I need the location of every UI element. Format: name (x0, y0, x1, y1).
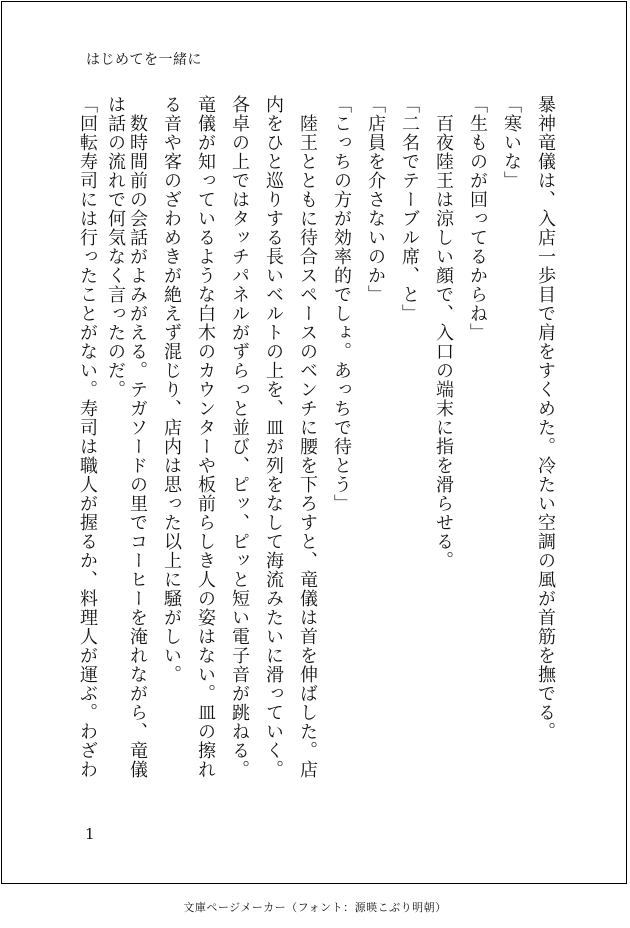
running-header: はじめてを一緒に (86, 52, 202, 68)
text-line: 「こっちの方が効率的でしょ。あっちで待とう」 (331, 95, 352, 513)
text-line: 各卓の上ではタッチパネルがずらっと並び、ピッ、ピッと短い電子音が跳ねる。 (229, 95, 250, 779)
text-line: 内をひと巡りする長いベルトの上を、皿が列をなして海流みたいに滑っていく。 (263, 95, 284, 779)
text-line: 数時間前の会話がよみがえる。テガソードの里でコーヒーを淹れながら、竜儀 (127, 95, 148, 779)
footer-credit: 文庫ページメーカー（フォント：源暎こぶり明朝） (183, 901, 447, 914)
text-line: 「店員を介さないのか」 (365, 95, 386, 304)
text-line: る音や客のざわめきが絶えず混じり、店内は思った以上に騒がしい。 (161, 95, 182, 684)
text-line: 陸王とともに待合スペースのベンチに腰を下ろすと、竜儀は首を伸ばした。店 (297, 95, 318, 779)
text-line: 「寒いな」 (501, 95, 522, 190)
text-line: 「生ものが回ってるからね」 (467, 95, 488, 342)
text-line: 「二名でテーブル席、と」 (399, 95, 420, 323)
text-line: 「回転寿司には行ったことがない。寿司は職人が握るか、料理人が運ぶ。わざわ (77, 95, 98, 779)
text-line: 竜儀が知っているような白木のカウンターや板前らしき人の姿はない。皿の擦れ (195, 95, 216, 779)
page-number: 1 (85, 825, 95, 843)
text-line: は話の流れで何気なく言ったのだ。 (105, 95, 126, 399)
text-line: 暴神竜儀は、入店一歩目で肩をすくめた。冷たい空調の風が首筋を撫でる。 (535, 95, 556, 741)
vertical-body-text (72, 95, 560, 795)
text-line: 百夜陸王は涼しい顔で、入口の端末に指を滑らせる。 (433, 95, 454, 570)
page-frame (1, 1, 627, 884)
